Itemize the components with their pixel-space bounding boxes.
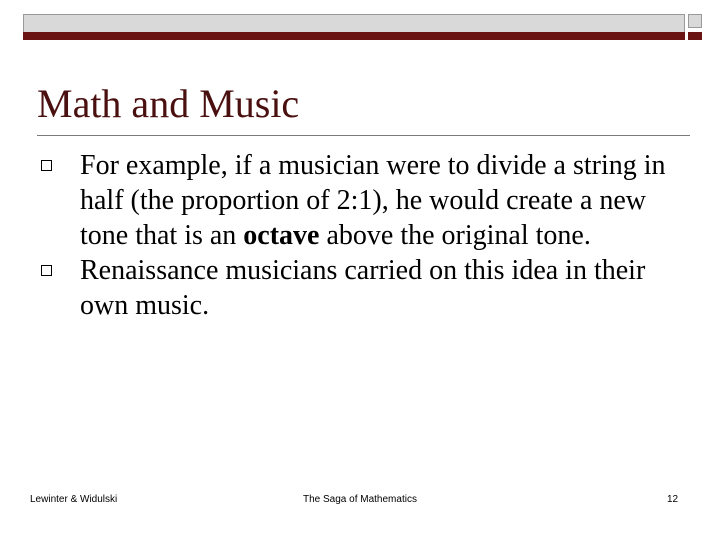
- footer-book-title: The Saga of Mathematics: [303, 494, 417, 505]
- bullet-text-1c: above the original tone.: [319, 220, 591, 251]
- top-bar-accent-stripe: [23, 32, 685, 40]
- footer-authors: Lewinter & Widulski: [30, 494, 118, 505]
- slide-title: Math and Music: [37, 81, 300, 126]
- bullet-text-1a: For example, if a musician were to divide a string in half (the proportion of 2:1), he would create a new tone that is an: [80, 150, 666, 251]
- bullet-text-2: Renaissance musicians carried on this idea in their own music.: [80, 255, 646, 321]
- footer-page-number: 12: [667, 494, 679, 505]
- corner-decorative-square: [688, 14, 702, 28]
- title-divider: [37, 135, 690, 136]
- bullet-item: [36, 148, 686, 253]
- bullet-list: [36, 148, 686, 323]
- bullet-text-1-bold: octave: [243, 220, 320, 251]
- square-bullet-icon: [41, 265, 52, 276]
- square-bullet-icon: [41, 160, 52, 171]
- bullet-item: [36, 253, 686, 323]
- corner-decorative-accent: [688, 32, 702, 40]
- top-decorative-bar: [23, 14, 685, 40]
